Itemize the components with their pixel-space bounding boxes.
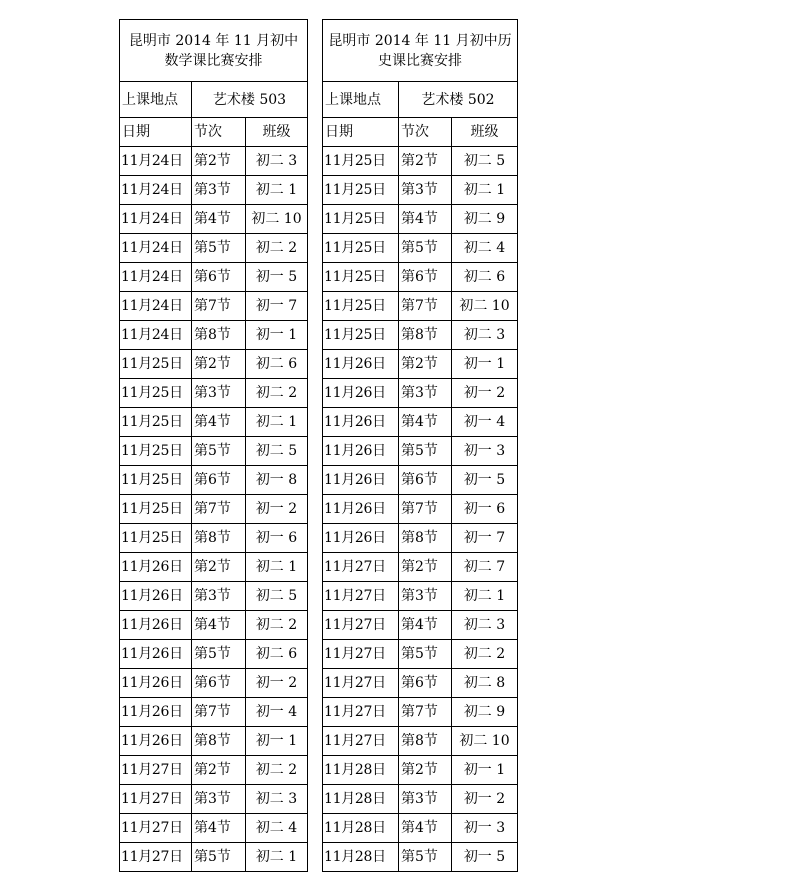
- date-cell: 11月25日: [120, 350, 192, 379]
- period-cell: 第3节: [399, 785, 452, 814]
- class-cell: 初二 2: [452, 640, 518, 669]
- class-cell: 初二 10: [452, 727, 518, 756]
- date-cell: 11月25日: [120, 495, 192, 524]
- class-cell: 初二 8: [452, 669, 518, 698]
- table-row: [120, 756, 308, 785]
- period-cell: 第8节: [399, 727, 452, 756]
- class-cell: 初一 1: [452, 756, 518, 785]
- date-cell: 11月26日: [323, 524, 399, 553]
- date-cell: 11月27日: [323, 669, 399, 698]
- period-cell: 第6节: [399, 669, 452, 698]
- date-cell: 11月25日: [323, 321, 399, 350]
- date-cell: 11月24日: [120, 263, 192, 292]
- class-cell: 初二 4: [246, 814, 308, 843]
- period-cell: 第3节: [192, 379, 246, 408]
- period-cell: 第8节: [399, 321, 452, 350]
- table-row: [120, 292, 308, 321]
- table-row: [120, 553, 308, 582]
- table-row: [323, 669, 518, 698]
- date-cell: 11月26日: [323, 466, 399, 495]
- period-cell: 第5节: [192, 234, 246, 263]
- date-cell: 11月26日: [323, 437, 399, 466]
- date-cell: 11月27日: [323, 553, 399, 582]
- class-cell: 初一 4: [452, 408, 518, 437]
- column-header-date: 日期: [120, 118, 192, 147]
- table-row: [120, 495, 308, 524]
- period-cell: 第3节: [399, 176, 452, 205]
- class-cell: 初二 1: [246, 408, 308, 437]
- date-cell: 11月24日: [120, 292, 192, 321]
- class-cell: 初一 5: [246, 263, 308, 292]
- table-row: [323, 698, 518, 727]
- table-row: [120, 698, 308, 727]
- table-row: [323, 292, 518, 321]
- location-row: [323, 82, 518, 118]
- period-cell: 第5节: [399, 843, 452, 872]
- date-cell: 11月24日: [120, 234, 192, 263]
- class-cell: 初一 2: [452, 785, 518, 814]
- class-cell: 初一 5: [452, 843, 518, 872]
- class-cell: 初二 2: [246, 611, 308, 640]
- column-header-class: 班级: [452, 118, 518, 147]
- table-row: [323, 147, 518, 176]
- table-row: [120, 785, 308, 814]
- date-cell: 11月28日: [323, 843, 399, 872]
- date-cell: 11月25日: [323, 176, 399, 205]
- period-cell: 第4节: [399, 814, 452, 843]
- date-cell: 11月25日: [323, 147, 399, 176]
- table-row: [323, 350, 518, 379]
- class-cell: 初一 7: [246, 292, 308, 321]
- date-cell: 11月25日: [120, 408, 192, 437]
- table-row: [120, 524, 308, 553]
- class-cell: 初二 9: [452, 205, 518, 234]
- period-cell: 第7节: [192, 495, 246, 524]
- table-row: [323, 843, 518, 872]
- period-cell: 第8节: [399, 524, 452, 553]
- class-cell: 初二 10: [452, 292, 518, 321]
- header-row: [120, 118, 308, 147]
- period-cell: 第3节: [399, 379, 452, 408]
- period-cell: 第3节: [192, 785, 246, 814]
- period-cell: 第4节: [192, 611, 246, 640]
- table-row: [323, 263, 518, 292]
- table-row: [323, 611, 518, 640]
- date-cell: 11月24日: [120, 147, 192, 176]
- period-cell: 第6节: [399, 466, 452, 495]
- table-row: [120, 814, 308, 843]
- date-cell: 11月27日: [120, 814, 192, 843]
- date-cell: 11月25日: [323, 234, 399, 263]
- period-cell: 第2节: [192, 553, 246, 582]
- date-cell: 11月26日: [120, 582, 192, 611]
- title-row: [120, 20, 308, 82]
- date-cell: 11月26日: [120, 698, 192, 727]
- history-schedule-table: [322, 19, 518, 872]
- period-cell: 第5节: [399, 234, 452, 263]
- header-row: [323, 118, 518, 147]
- date-cell: 11月26日: [323, 350, 399, 379]
- date-cell: 11月26日: [120, 611, 192, 640]
- class-cell: 初二 3: [452, 321, 518, 350]
- table-row: [323, 205, 518, 234]
- class-cell: 初二 1: [246, 553, 308, 582]
- class-cell: 初一 7: [452, 524, 518, 553]
- class-cell: 初二 10: [246, 205, 308, 234]
- period-cell: 第4节: [399, 205, 452, 234]
- period-cell: 第3节: [192, 176, 246, 205]
- class-cell: 初一 2: [246, 669, 308, 698]
- class-cell: 初二 6: [452, 263, 518, 292]
- column-header-period: 节次: [399, 118, 452, 147]
- class-cell: 初一 2: [452, 379, 518, 408]
- table-row: [120, 437, 308, 466]
- period-cell: 第8节: [192, 524, 246, 553]
- table-row: [120, 234, 308, 263]
- period-cell: 第7节: [192, 292, 246, 321]
- period-cell: 第7节: [399, 292, 452, 321]
- period-cell: 第5节: [192, 843, 246, 872]
- class-cell: 初一 1: [452, 350, 518, 379]
- period-cell: 第4节: [399, 408, 452, 437]
- date-cell: 11月27日: [323, 698, 399, 727]
- class-cell: 初二 5: [246, 582, 308, 611]
- period-cell: 第8节: [192, 321, 246, 350]
- period-cell: 第6节: [192, 669, 246, 698]
- class-cell: 初二 6: [246, 350, 308, 379]
- period-cell: 第8节: [192, 727, 246, 756]
- period-cell: 第2节: [399, 553, 452, 582]
- period-cell: 第5节: [399, 640, 452, 669]
- table-row: [323, 495, 518, 524]
- class-cell: 初一 3: [452, 437, 518, 466]
- period-cell: 第2节: [399, 756, 452, 785]
- date-cell: 11月27日: [323, 727, 399, 756]
- class-cell: 初二 5: [452, 147, 518, 176]
- table-row: [323, 640, 518, 669]
- date-cell: 11月27日: [323, 640, 399, 669]
- table-row: [323, 437, 518, 466]
- period-cell: 第5节: [192, 437, 246, 466]
- class-cell: 初一 4: [246, 698, 308, 727]
- date-cell: 11月25日: [120, 524, 192, 553]
- date-cell: 11月26日: [120, 640, 192, 669]
- class-cell: 初二 1: [246, 843, 308, 872]
- class-cell: 初一 3: [452, 814, 518, 843]
- date-cell: 11月24日: [120, 176, 192, 205]
- column-header-period: 节次: [192, 118, 246, 147]
- table-row: [323, 756, 518, 785]
- table-row: [120, 350, 308, 379]
- period-cell: 第4节: [192, 814, 246, 843]
- location-value: 艺术楼 503: [192, 82, 308, 118]
- date-cell: 11月25日: [323, 263, 399, 292]
- class-cell: 初一 6: [246, 524, 308, 553]
- table-row: [120, 147, 308, 176]
- period-cell: 第4节: [192, 408, 246, 437]
- class-cell: 初二 1: [246, 176, 308, 205]
- class-cell: 初一 1: [246, 727, 308, 756]
- date-cell: 11月27日: [323, 611, 399, 640]
- table-row: [323, 582, 518, 611]
- table-row: [120, 640, 308, 669]
- class-cell: 初二 2: [246, 756, 308, 785]
- date-cell: 11月26日: [120, 669, 192, 698]
- table-row: [323, 814, 518, 843]
- class-cell: 初一 5: [452, 466, 518, 495]
- period-cell: 第6节: [192, 263, 246, 292]
- date-cell: 11月27日: [120, 756, 192, 785]
- period-cell: 第7节: [399, 495, 452, 524]
- date-cell: 11月28日: [323, 785, 399, 814]
- period-cell: 第2节: [192, 147, 246, 176]
- date-cell: 11月27日: [323, 582, 399, 611]
- period-cell: 第4节: [399, 611, 452, 640]
- period-cell: 第4节: [192, 205, 246, 234]
- date-cell: 11月26日: [323, 495, 399, 524]
- table-row: [323, 379, 518, 408]
- class-cell: 初二 2: [246, 234, 308, 263]
- table-row: [120, 669, 308, 698]
- class-cell: 初二 4: [452, 234, 518, 263]
- table-row: [120, 727, 308, 756]
- period-cell: 第7节: [399, 698, 452, 727]
- date-cell: 11月27日: [120, 785, 192, 814]
- date-cell: 11月25日: [120, 466, 192, 495]
- date-cell: 11月24日: [120, 205, 192, 234]
- table-row: [120, 205, 308, 234]
- class-cell: 初一 1: [246, 321, 308, 350]
- table-row: [120, 321, 308, 350]
- date-cell: 11月25日: [120, 437, 192, 466]
- table-row: [120, 611, 308, 640]
- period-cell: 第2节: [192, 350, 246, 379]
- location-value: 艺术楼 502: [399, 82, 518, 118]
- table-row: [120, 466, 308, 495]
- date-cell: 11月27日: [120, 843, 192, 872]
- period-cell: 第6节: [399, 263, 452, 292]
- table-row: [323, 785, 518, 814]
- class-cell: 初二 1: [452, 582, 518, 611]
- class-cell: 初二 7: [452, 553, 518, 582]
- class-cell: 初一 8: [246, 466, 308, 495]
- class-cell: 初一 6: [452, 495, 518, 524]
- period-cell: 第2节: [399, 350, 452, 379]
- column-header-class: 班级: [246, 118, 308, 147]
- period-cell: 第2节: [192, 756, 246, 785]
- table-row: [323, 408, 518, 437]
- table-title: 昆明市 2014 年 11 月初中数学课比赛安排: [120, 20, 308, 82]
- math-schedule-table: [119, 19, 308, 872]
- date-cell: 11月26日: [323, 408, 399, 437]
- table-row: [120, 263, 308, 292]
- class-cell: 初二 3: [452, 611, 518, 640]
- period-cell: 第5节: [192, 640, 246, 669]
- period-cell: 第2节: [399, 147, 452, 176]
- table-row: [323, 727, 518, 756]
- table-row: [120, 843, 308, 872]
- class-cell: 初二 5: [246, 437, 308, 466]
- date-cell: 11月25日: [323, 292, 399, 321]
- table-row: [323, 553, 518, 582]
- column-header-date: 日期: [323, 118, 399, 147]
- class-cell: 初二 6: [246, 640, 308, 669]
- class-cell: 初一 2: [246, 495, 308, 524]
- table-row: [323, 234, 518, 263]
- date-cell: 11月25日: [323, 205, 399, 234]
- title-row: [323, 20, 518, 82]
- period-cell: 第3节: [399, 582, 452, 611]
- table-row: [120, 379, 308, 408]
- location-row: [120, 82, 308, 118]
- period-cell: 第3节: [192, 582, 246, 611]
- table-row: [120, 408, 308, 437]
- table-row: [120, 176, 308, 205]
- table-row: [323, 321, 518, 350]
- table-row: [120, 582, 308, 611]
- date-cell: 11月26日: [120, 553, 192, 582]
- location-label: 上课地点: [120, 82, 192, 118]
- table-title: 昆明市 2014 年 11 月初中历史课比赛安排: [323, 20, 518, 82]
- class-cell: 初二 2: [246, 379, 308, 408]
- class-cell: 初二 3: [246, 147, 308, 176]
- class-cell: 初二 1: [452, 176, 518, 205]
- period-cell: 第7节: [192, 698, 246, 727]
- class-cell: 初二 3: [246, 785, 308, 814]
- period-cell: 第6节: [192, 466, 246, 495]
- table-row: [323, 524, 518, 553]
- table-row: [323, 176, 518, 205]
- period-cell: 第5节: [399, 437, 452, 466]
- date-cell: 11月28日: [323, 756, 399, 785]
- date-cell: 11月24日: [120, 321, 192, 350]
- class-cell: 初二 9: [452, 698, 518, 727]
- date-cell: 11月25日: [120, 379, 192, 408]
- date-cell: 11月26日: [120, 727, 192, 756]
- location-label: 上课地点: [323, 82, 399, 118]
- date-cell: 11月28日: [323, 814, 399, 843]
- table-row: [323, 466, 518, 495]
- date-cell: 11月26日: [323, 379, 399, 408]
